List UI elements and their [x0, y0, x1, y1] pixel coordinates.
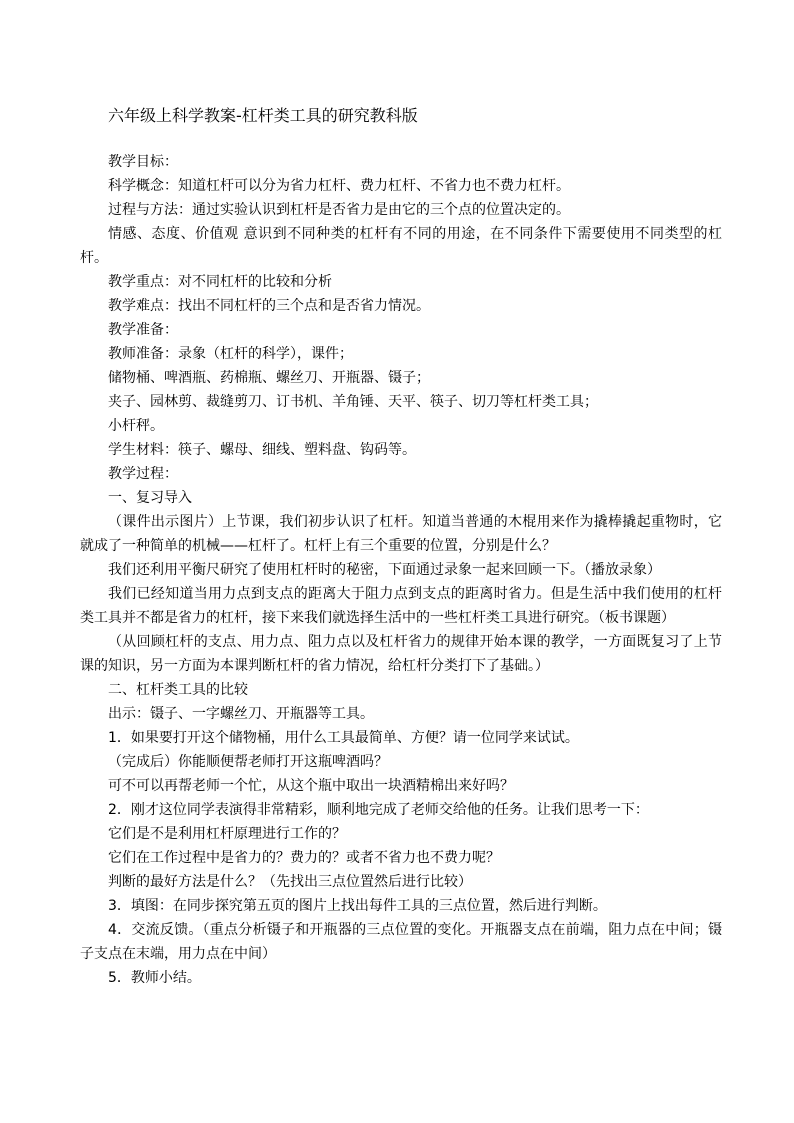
step-2-question-3: 判断的最好方法是什么？（先找出三点位置然后进行比较）	[108, 874, 472, 890]
document-title: 六年级上科学教案-杠杆类工具的研究教科版	[108, 106, 418, 125]
step-2-question-1: 它们是不是利用杠杆原理进行工作的？	[108, 826, 346, 842]
step-2-paragraph: 2．刚才这位同学表演得非常精彩，顺利地完成了老师交给他的任务。让我们思考一下：	[108, 802, 649, 818]
teaching-difficulty-paragraph: 教学难点：找出不同杠杆的三个点和是否省力情况。	[108, 298, 430, 314]
review-paragraph-1: （课件出示图片）上节课，我们初步认识了杠杆。知道当普通的木棍用来作为撬棒撬起重物时，它就成了一种简单的机械——杠杆了。杠杆上有三个重要的位置，分别是什么？	[80, 514, 722, 554]
materials-list-3: 小杆秤。	[108, 418, 164, 434]
teaching-process-heading: 教学过程：	[108, 466, 178, 482]
step-1-followup-2: 可不可以再帮老师一个忙，从这个瓶中取出一块酒精棉出来好吗？	[108, 778, 514, 794]
teacher-preparation-paragraph: 教师准备：录象（杠杆的科学），课件；	[108, 346, 353, 362]
teaching-preparation-heading: 教学准备：	[108, 322, 178, 338]
step-2-question-2: 它们在工作过程中是省力的？费力的？或者不省力也不费力呢？	[108, 850, 500, 866]
materials-list-2: 夹子、园林剪、裁缝剪刀、订书机、羊角锤、天平、筷子、切刀等杠杆类工具；	[108, 394, 598, 410]
document-body	[80, 150, 722, 990]
process-method-paragraph: 过程与方法：通过实验认识到杠杆是否省力是由它的三个点的位置决定的。	[108, 202, 570, 218]
section-1-heading: 一、复习导入	[108, 490, 192, 506]
emotion-attitude-paragraph: 情感、态度、价值观 意识到不同种类的杠杆有不同的用途，在不同条件下需要使用不同类型的杠杆。	[80, 226, 722, 266]
teaching-focus-paragraph: 教学重点：对不同杠杆的比较和分析	[108, 274, 332, 290]
review-paragraph-3: 我们已经知道当用力点到支点的距离大于阻力点到支点的距离时省力。但是生活中我们使用的杠杆类工具并不都是省力的杠杆，接下来我们就选择生活中的一些杠杆类工具进行研究。（板书课题）	[80, 586, 722, 626]
step-3-paragraph: 3．填图：在同步探究第五页的图片上找出每件工具的三点位置，然后进行判断。	[108, 898, 607, 914]
step-5-paragraph: 5．教师小结。	[108, 970, 201, 986]
step-1-paragraph: 1．如果要打开这个储物桶，用什么工具最简单、方便？请一位同学来试试。	[108, 730, 579, 746]
student-materials-paragraph: 学生材料：筷子、螺母、细线、塑料盘、钩码等。	[108, 442, 416, 458]
materials-list-1: 储物桶、啤酒瓶、药棉瓶、螺丝刀、开瓶器、镊子；	[108, 370, 430, 386]
review-paragraph-2: 我们还利用平衡尺研究了使用杠杆时的秘密，下面通过录象一起来回顾一下。（播放录象）	[108, 562, 661, 578]
step-4-paragraph: 4．交流反馈。（重点分析镊子和开瓶器的三点位置的变化。开瓶器支点在前端，阻力点在中间；镊子支点在末端，用力点在中间）	[80, 922, 722, 962]
show-tools-paragraph: 出示：镊子、一字螺丝刀、开瓶器等工具。	[108, 706, 374, 722]
review-note-paragraph: （从回顾杠杆的支点、用力点、阻力点以及杠杆省力的规律开始本课的教学，一方面既复习了上节课的知识，另一方面为本课判断杠杆的省力情况，给杠杆分类打下了基础。）	[80, 634, 722, 674]
science-concept-paragraph: 科学概念：知道杠杆可以分为省力杠杆、费力杠杆、不省力也不费力杠杆。	[108, 178, 570, 194]
section-2-heading: 二、杠杆类工具的比较	[108, 682, 248, 698]
step-1-followup-1: （完成后）你能顺便帮老师打开这瓶啤酒吗？	[108, 754, 388, 770]
teaching-objectives-heading: 教学目标：	[108, 154, 178, 170]
